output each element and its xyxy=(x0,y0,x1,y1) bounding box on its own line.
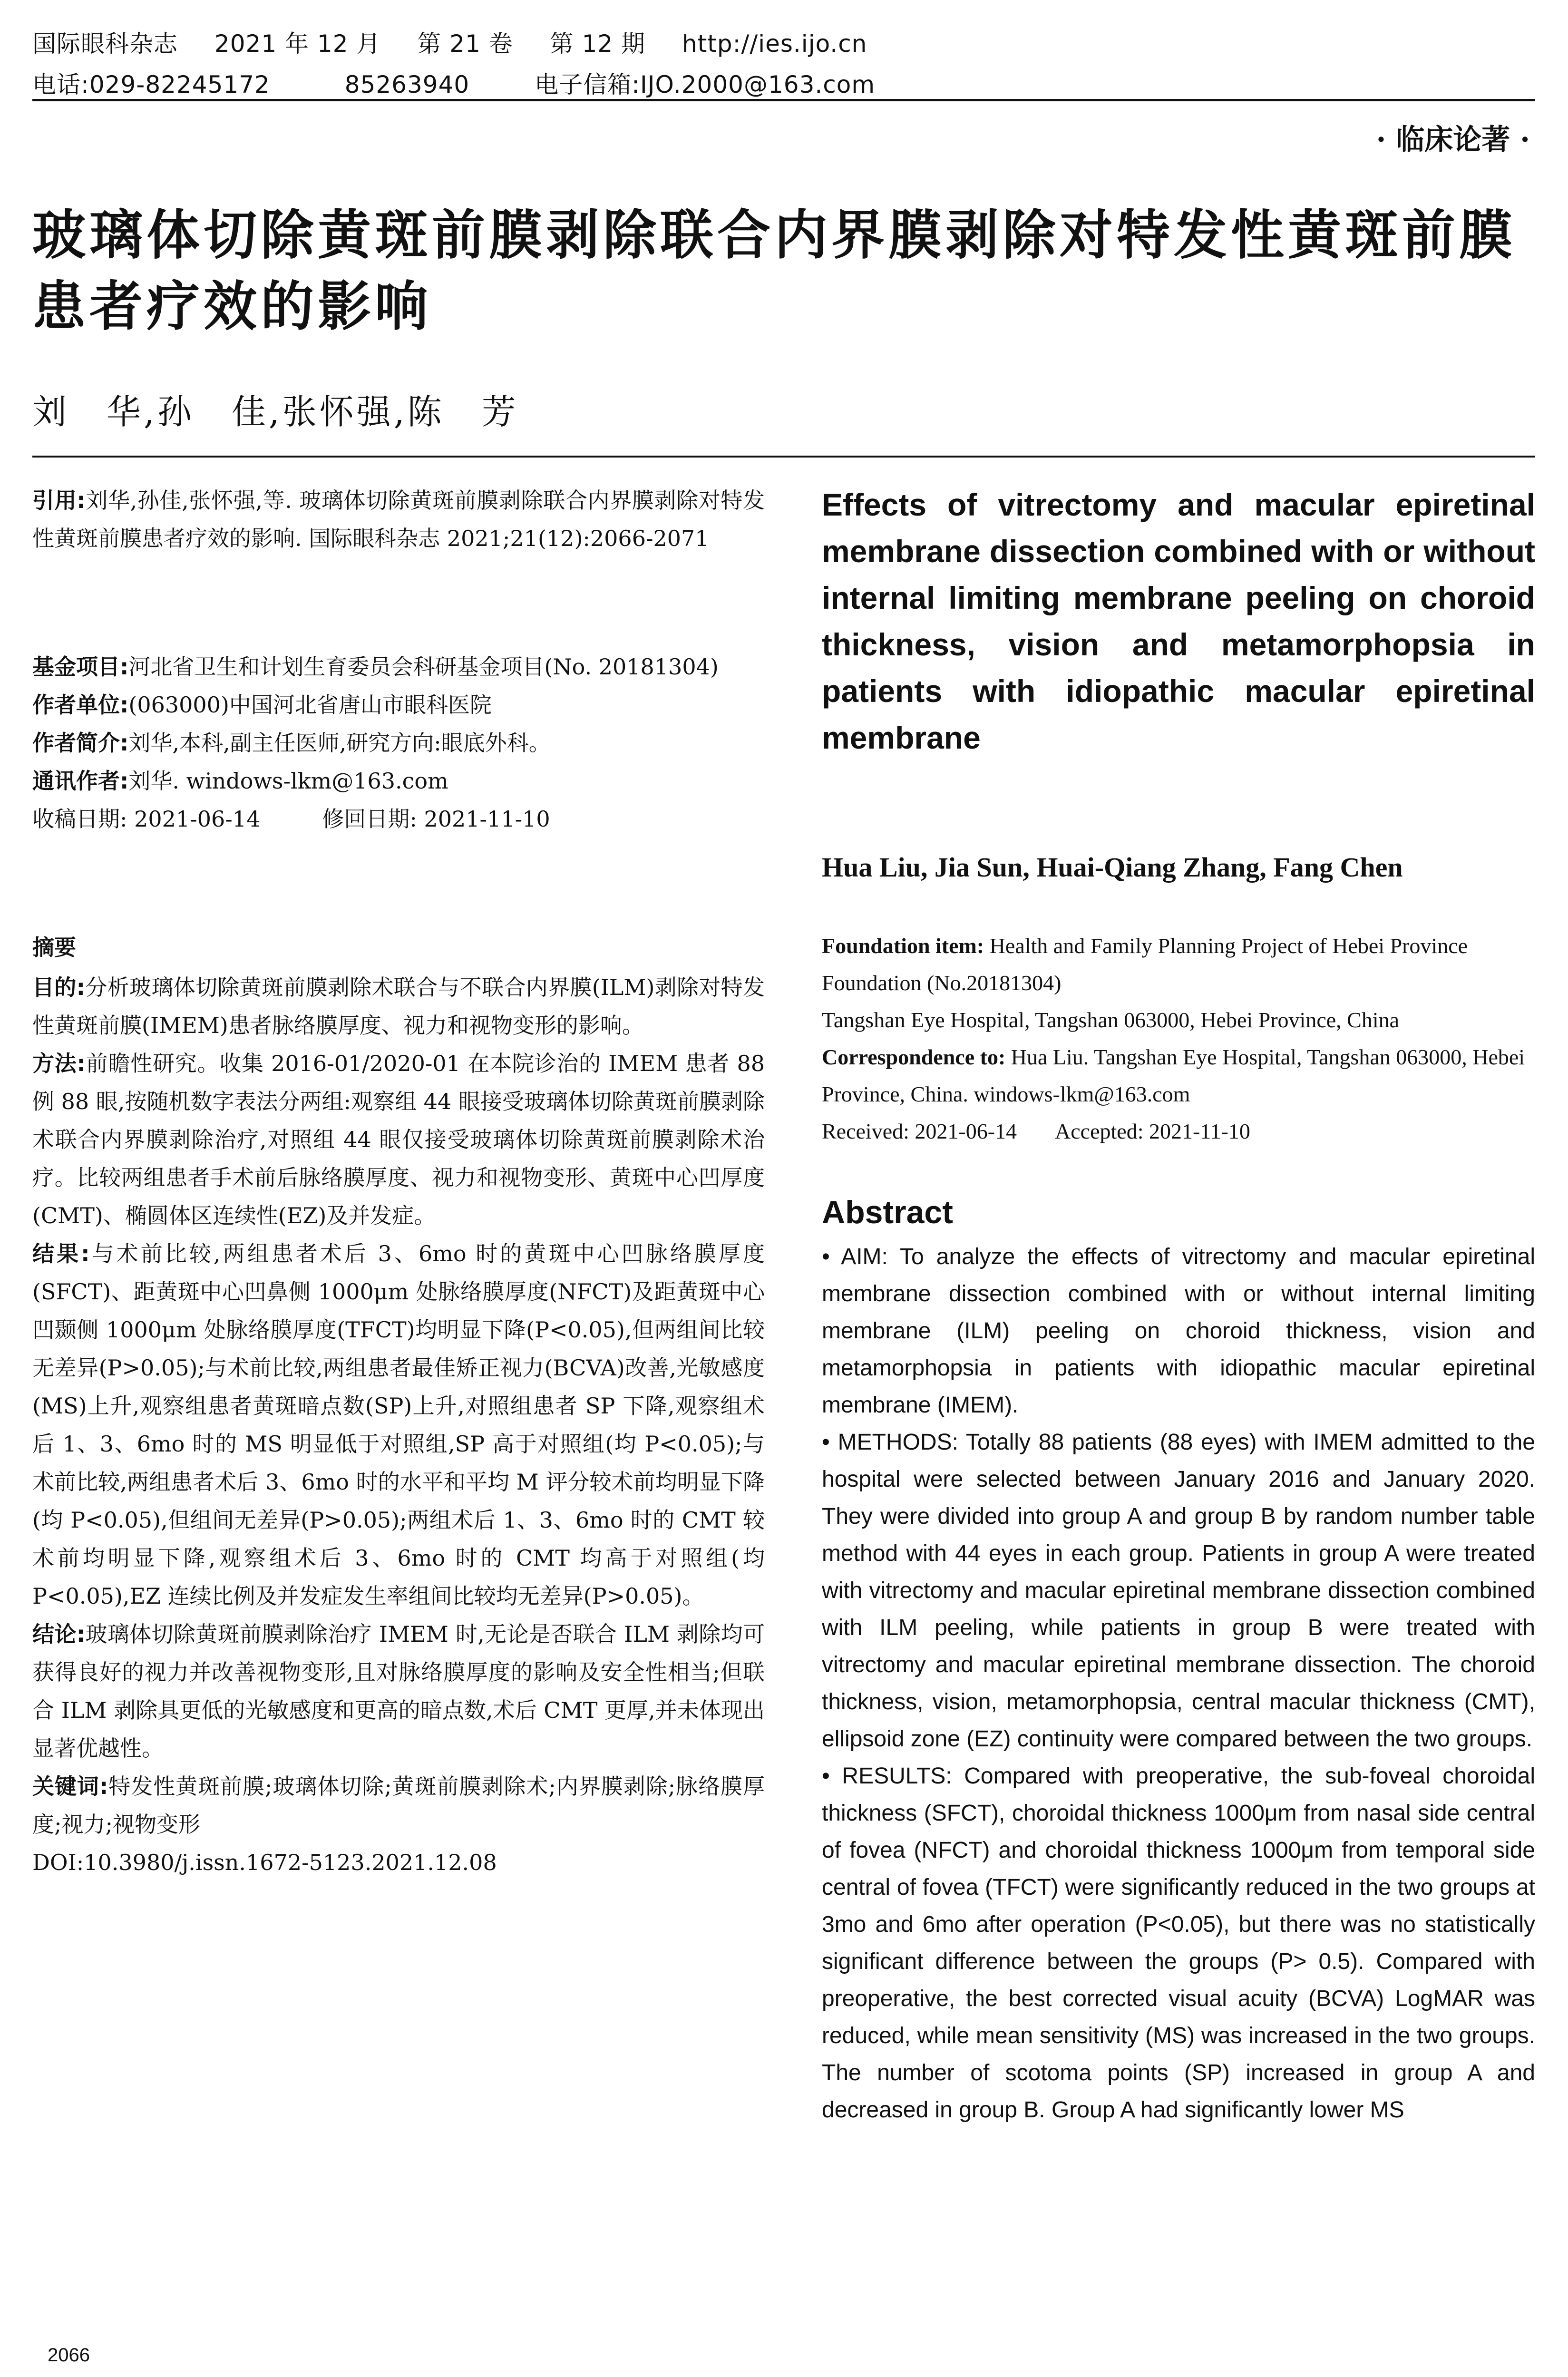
conclusion-label: 结论: xyxy=(32,1621,86,1647)
journal-email[interactable]: 电子信箱:IJO.2000@163.com xyxy=(535,71,876,98)
foundation-text: Health and Family Planning Project of Hebei Province Foundation (No.20181304) xyxy=(822,934,1468,995)
title-rule xyxy=(32,456,1535,458)
abstract-en-heading: Abstract xyxy=(822,1194,953,1230)
received-en: Received: 2021-06-14 xyxy=(822,1119,1017,1143)
issue: 第 12 期 xyxy=(549,30,646,58)
page-number: 2066 xyxy=(48,2345,90,2366)
volume: 第 21 卷 xyxy=(417,30,513,58)
revised-date: 修回日期: 2021-11-10 xyxy=(322,806,550,832)
authors-en: Hua Liu, Jia Sun, Huai-Qiang Zhang, Fang Chen xyxy=(822,852,1403,883)
authors-cn: 刘 华,孙 佳,张怀强,陈 芳 xyxy=(32,392,519,432)
citation-block xyxy=(32,481,765,557)
corr-text: 刘华. windows-lkm@163.com xyxy=(128,768,448,794)
keywords-label: 关键词: xyxy=(32,1773,108,1799)
corr-label: 通讯作者: xyxy=(32,768,129,794)
journal-url[interactable]: http://ies.ijo.cn xyxy=(682,30,867,58)
bio-label: 作者简介: xyxy=(32,730,129,756)
article-info-block xyxy=(32,648,765,838)
header-rule xyxy=(32,99,1535,101)
journal-header-line-2 xyxy=(32,66,1535,100)
abstract-cn xyxy=(32,928,765,1881)
results-text: 与术前比较,两组患者术后 3、6mo 时的黄斑中心凹脉络膜厚度(SFCT)、距黄斑中心凹鼻侧 1000μm 处脉络膜厚度(NFCT)及距黄斑中心凹颞侧 1000μm 处脉络膜厚度(TFCT)均明显下降(P<0.05),但两组间比较无差异(P>0.05);与术前比较,两组患者最佳矫正视力(BCVA)改善,光敏感度(MS)上升,观察组患者黄斑暗点数(SP)上升,对照组患者 SP 下降,观察组术后 1、3、6mo 时的 MS 明显低于对照组,SP 高于对照组(均 P<0.05);与术前比较,两组患者术后 3、6mo 时的水平和平均 M 评分较术前均明显下降(均 P<0.05),但组间无差异(P>0.05);两组术后 1、3、6mo 时的 CMT 较术前均明显下降,观察组术后 3、6mo 时的 CMT 均高于对照组(均 P<0.05),EZ 连续比例及并发症发生率组间比较均无差异(P>0.05)。 xyxy=(32,1241,765,1609)
fund-label: 基金项目: xyxy=(32,654,129,680)
affiliation: Tangshan Eye Hospital, Tangshan 063000, Hebei Province, China xyxy=(822,1008,1400,1032)
received-date: 收稿日期: 2021-06-14 xyxy=(32,806,261,832)
cite-text: 刘华,孙佳,张怀强,等. 玻璃体切除黄斑前膜剥除联合内界膜剥除对特发性黄斑前膜患者疗效的影响. 国际眼科杂志 2021;21(12):2066-2071 xyxy=(32,487,765,551)
section-tag: · 临床论著 · xyxy=(1376,123,1530,156)
phone: 电话:029-82245172 xyxy=(32,71,270,98)
abstract-en xyxy=(822,1238,1535,2129)
unit-text: (063000)中国河北省唐山市眼科医院 xyxy=(128,692,492,718)
journal-name: 国际眼科杂志 xyxy=(32,30,178,58)
unit-label: 作者单位: xyxy=(32,692,129,718)
phone-2: 85263940 xyxy=(344,71,470,98)
bio-text: 刘华,本科,副主任医师,研究方向:眼底外科。 xyxy=(128,730,551,756)
methods-text: 前瞻性研究。收集 2016-01/2020-01 在本院诊治的 IMEM 患者 88 例 88 眼,按随机数字表法分两组:观察组 44 眼接受玻璃体切除黄斑前膜剥除术联合内界膜剥除治疗,对照组 44 眼仅接受玻璃体切除黄斑前膜剥除术治疗。比较两组患者手术前后脉络膜厚度、视力和视物变形、黄斑中心凹厚度(CMT)、椭圆体区连续性(EZ)及并发症。 xyxy=(32,1051,765,1228)
aim-text: 分析玻璃体切除黄斑前膜剥除术联合与不联合内界膜(ILM)剥除对特发性黄斑前膜(IMEM)患者脉络膜厚度、视力和视物变形的影响。 xyxy=(32,974,765,1038)
accepted-en: Accepted: 2021-11-10 xyxy=(1055,1119,1250,1143)
abstract-en-aim: • AIM: To analyze the effects of vitrectomy and macular epiretinal membrane dissection combined with or without internal limiting membrane (ILM) peeling on choroid thickness, vision and metamorphopsia in patients with idiopathic macular epiretinal membrane (IMEM). xyxy=(822,1244,1535,1418)
abstract-en-results: • RESULTS: Compared with preoperative, the sub-foveal choroidal thickness (SFCT), choroidal thickness 1000μm from nasal side central of fovea (NFCT) and choroidal thickness 1000μm from temporal side central of fovea (TFCT) were significantly reduced in the two groups at 3mo and 6mo after operation (P<0.05), but there was no statistically significant difference between the groups (P> 0.5). Compared with preoperative, the best corrected visual acuity (BCVA) LogMAR was reduced, while mean sensitivity (MS) was increased in the two groups. The number of scotoma points (SP) increased in group A and decreased in group B. Group A had significantly lower MS xyxy=(822,1763,1535,2123)
abstract-en-methods: • METHODS: Totally 88 patients (88 eyes) with IMEM admitted to the hospital were selected between January 2016 and January 2020. They were divided into group A and group B by random number table method with 44 eyes in each group. Patients in group A were treated with vitrectomy and macular epiretinal membrane dissection combined with ILM peeling, while patients in group B were treated with vitrectomy and macular epiretinal membrane dissection. The choroid thickness, vision, metamorphopsia, central macular thickness (CMT), ellipsoid zone (EZ) continuity were compared between the two groups. xyxy=(822,1430,1535,1752)
keywords-text: 特发性黄斑前膜;玻璃体切除;黄斑前膜剥除术;内界膜剥除;脉络膜厚度;视力;视物变形 xyxy=(32,1773,765,1837)
results-label: 结果: xyxy=(32,1241,90,1266)
correspondence-label: Correspondence to: xyxy=(822,1045,1006,1069)
foundation-label: Foundation item: xyxy=(822,934,984,958)
issue-date: 2021 年 12 月 xyxy=(214,30,381,58)
article-title-cn: 玻璃体切除黄斑前膜剥除联合内界膜剥除对特发性黄斑前膜患者疗效的影响 xyxy=(32,205,1516,338)
abstract-cn-heading: 摘要 xyxy=(32,935,76,960)
article-info-en xyxy=(822,927,1535,1150)
correspondence-text: Hua Liu. Tangshan Eye Hospital, Tangshan 063000, Hebei Province, China. windows-lkm@163.com xyxy=(822,1045,1525,1106)
methods-label: 方法: xyxy=(32,1051,86,1076)
aim-label: 目的: xyxy=(32,974,86,1000)
fund-text: 河北省卫生和计划生育委员会科研基金项目(No. 20181304) xyxy=(128,654,719,680)
doi[interactable]: DOI:10.3980/j.issn.1672-5123.2021.12.08 xyxy=(32,1850,497,1875)
conclusion-text: 玻璃体切除黄斑前膜剥除治疗 IMEM 时,无论是否联合 ILM 剥除均可获得良好的视力并改善视物变形,且对脉络膜厚度的影响及安全性相当;但联合 ILM 剥除具更低的光敏感度和更高的暗点数,术后 CMT 更厚,并未体现出显著优越性。 xyxy=(32,1621,765,1761)
cite-label: 引用: xyxy=(32,487,86,513)
article-title-en: Effects of vitrectomy and macular epiretinal membrane dissection combined with or without internal limiting membrane peeling on choroid thickness, vision and metamorphopsia in patients with idiopathic macular epiretinal membrane xyxy=(822,487,1535,755)
journal-header-line-1 xyxy=(32,25,1535,59)
